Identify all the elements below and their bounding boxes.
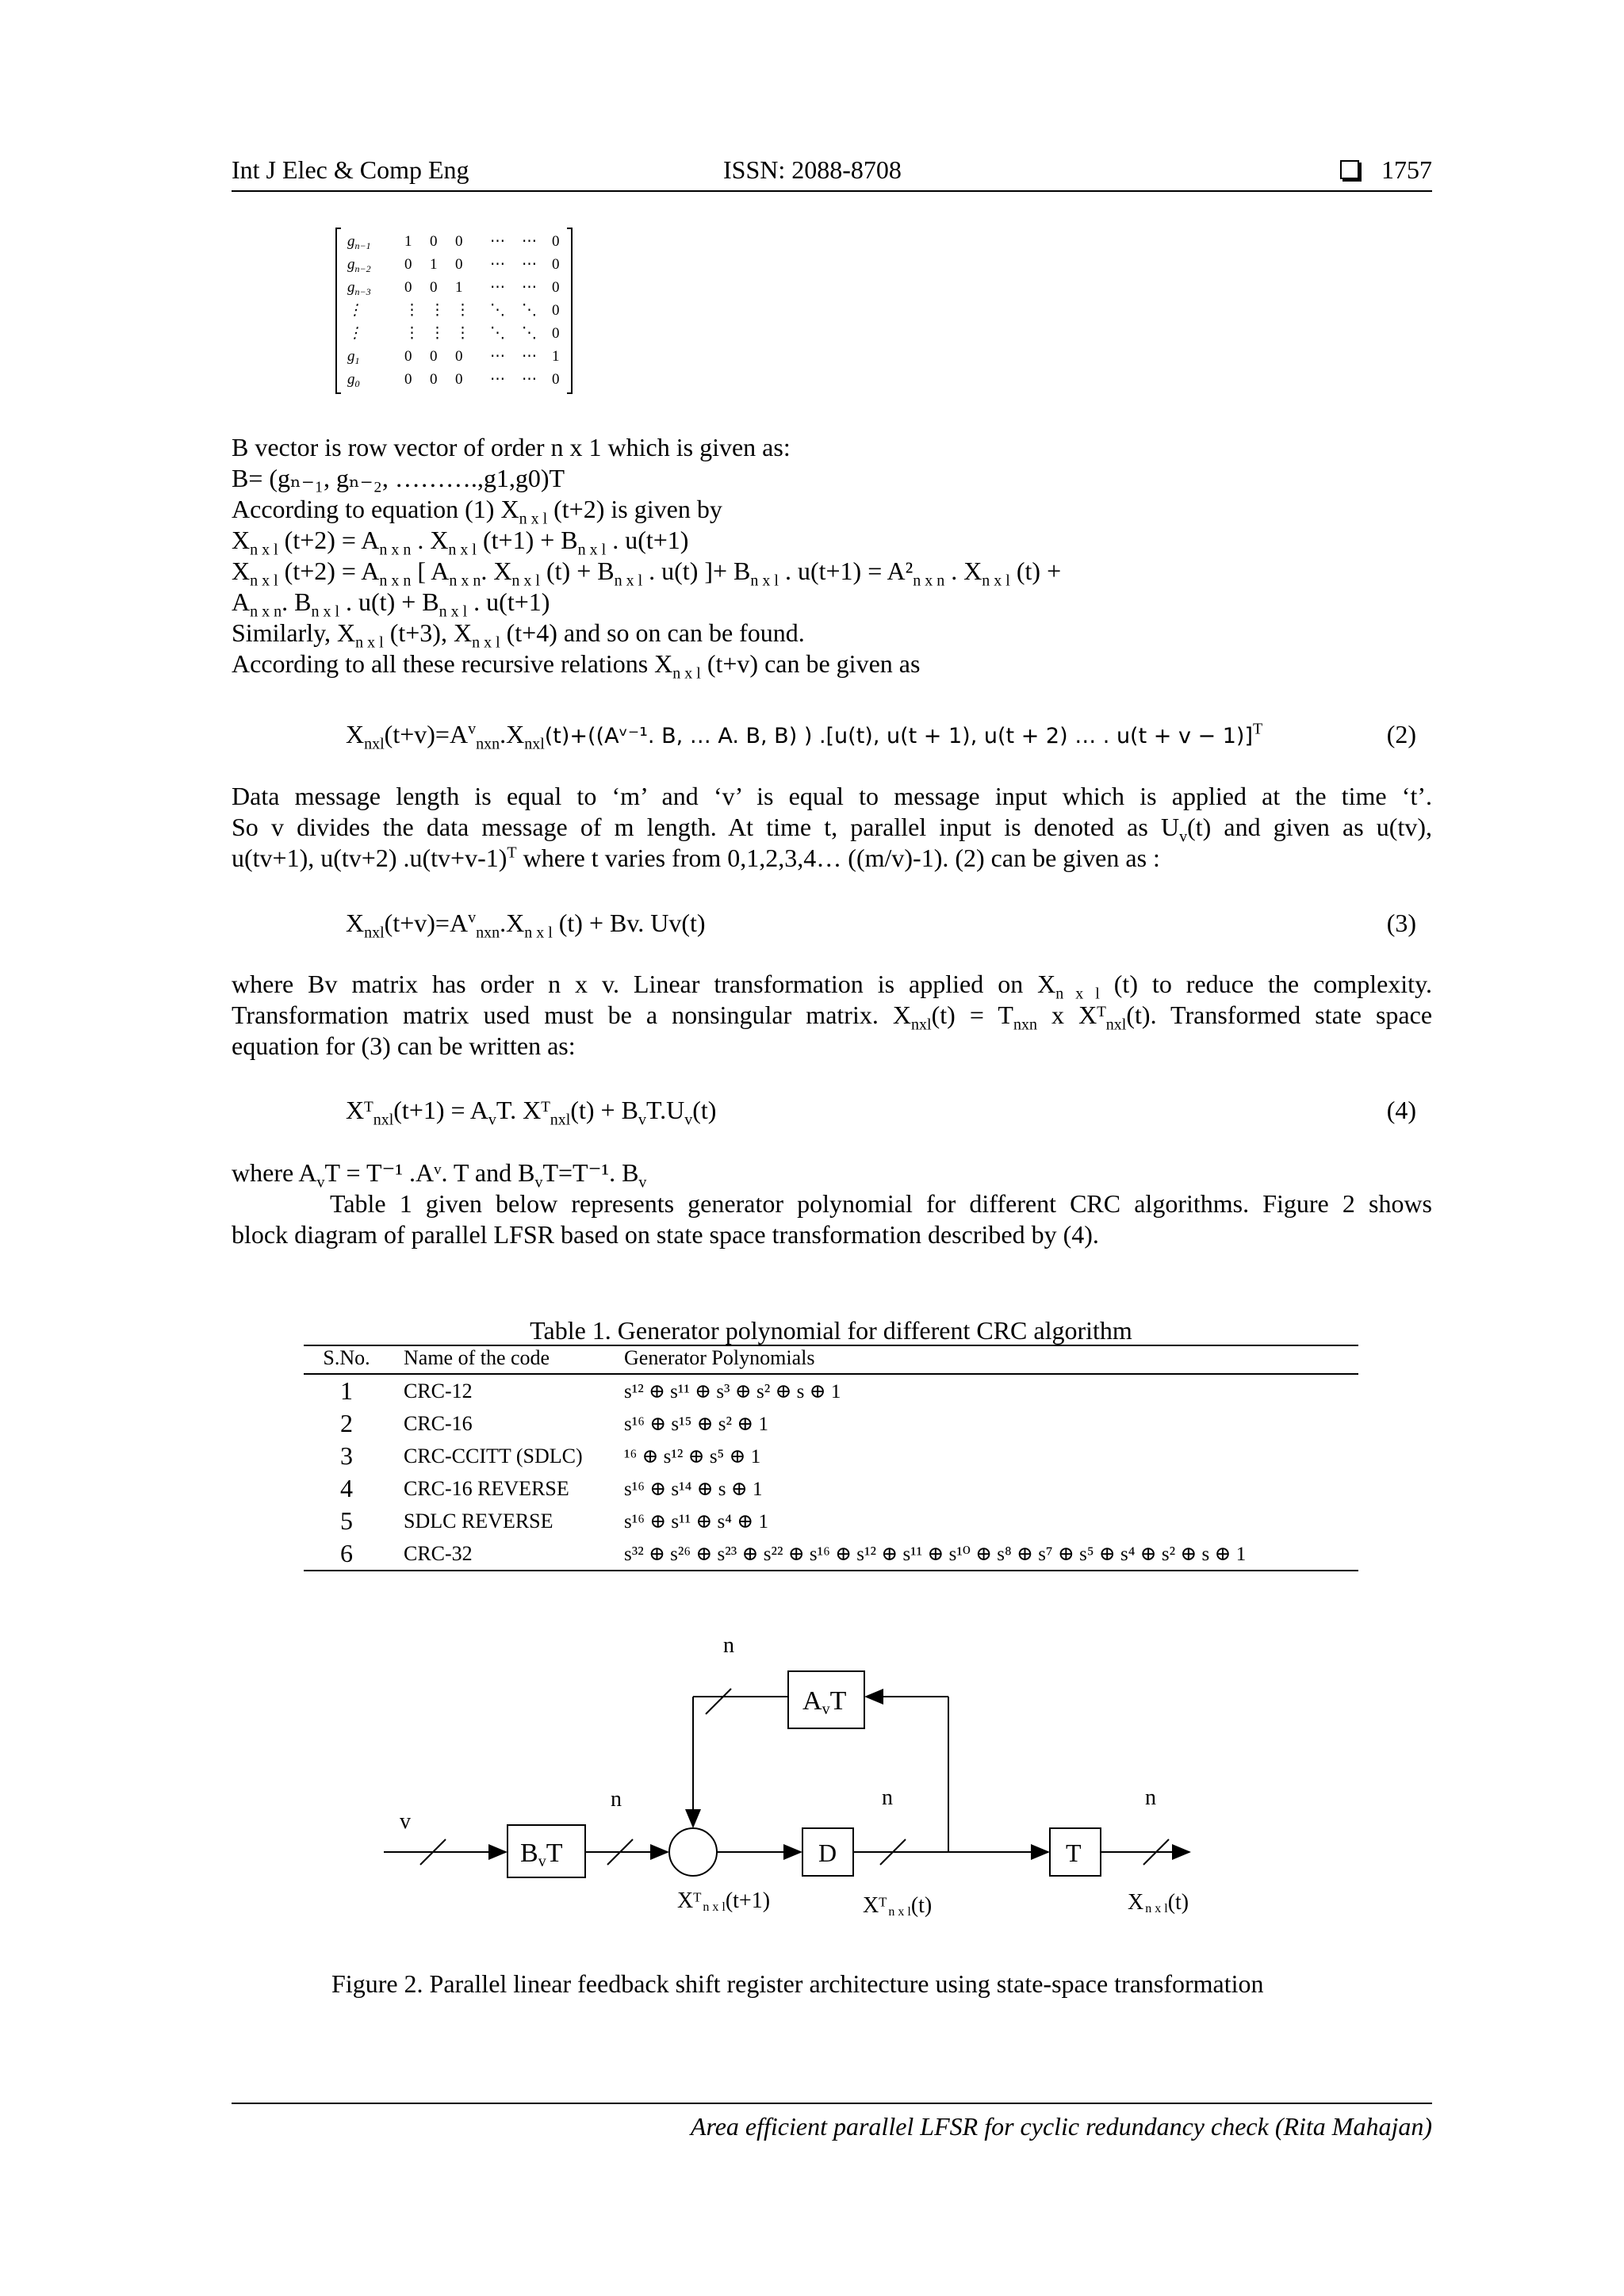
label-n-out: n	[1145, 1785, 1156, 1810]
table-row	[304, 1440, 1358, 1472]
text-line: Transformation matrix used must be a nonsingular matrix. $X_{nxl}(t) = T_{nxn}$ x Xᵀ$_{nxl}$(t). Transformed state space	[232, 1001, 1433, 1034]
bvt-label: BvT	[520, 1839, 563, 1870]
serial-number: 2	[340, 1409, 353, 1437]
matrix-cell: ⋱	[522, 325, 537, 342]
serial-number: 3	[340, 1441, 353, 1470]
equation-3: $X_{nxl}(t+v)=A^v_{nxn}.X_{n x l}$ (t) + Bv. Uv(t) (3)	[346, 909, 1416, 942]
label-n-top: n	[723, 1633, 734, 1658]
generator-polynomial: s¹⁶ ⊕ s¹⁵ ⊕ s² ⊕ 1	[624, 1413, 768, 1435]
code-name: CRC-CCITT (SDLC)	[404, 1444, 583, 1468]
matrix-cell: 0	[455, 233, 463, 250]
matrix-cell: $g_0$	[347, 371, 360, 389]
matrix-cell: ⋯	[522, 256, 537, 273]
matrix-cell: 0	[455, 348, 463, 365]
text-line: B vector is row vector of order n x 1 which is given as:	[232, 433, 791, 461]
matrix-cell: ⋯	[490, 256, 505, 273]
matrix-cell: ⋱	[522, 302, 537, 319]
table-header-row	[304, 1345, 1358, 1374]
issn: ISSN: 2088-8708	[723, 155, 902, 184]
matrix-cell: 1	[404, 233, 412, 250]
matrix-cell: 0	[430, 279, 438, 296]
equation-number: (4)	[1386, 1096, 1416, 1124]
matrix-cell: ⋯	[522, 371, 537, 388]
avt-block	[788, 1671, 864, 1728]
text-line: where $A_vT = T^{-1}$ .Aᵛ. T and $B_vT=T^{-1}$. $B_v$	[232, 1158, 647, 1192]
matrix-cell: ⋯	[522, 233, 537, 250]
matrix-cell: ⋯	[490, 279, 505, 296]
diagram-svg	[373, 1625, 1213, 1942]
text-line: According to equation (1) $X_{n x l}$ (t+2) is given by	[232, 495, 722, 528]
equation-line: $X_{n x l}$ $(t+2) = A_{n x n}$ . $X_{n x l}$ $(t+1) + B_{n x l}$ . u(t+1)	[232, 526, 689, 559]
generator-polynomial: s¹² ⊕ s¹¹ ⊕ s³ ⊕ s² ⊕ s ⊕ 1	[624, 1380, 841, 1402]
text-line: According to all these recursive relations $X_{n x l}$ (t+v) can be given as	[232, 649, 921, 683]
code-name: SDLC REVERSE	[404, 1509, 553, 1533]
text-line: u(tv+1), u(tv+2) $.u(tv+v-1)^T$ where t varies from 0,1,2,3,4… ((m/v)-1). (2) can be given as :	[232, 844, 1160, 872]
column-header: S.No.	[304, 1345, 389, 1374]
matrix-cell: 0	[552, 256, 560, 273]
serial-number: 6	[340, 1539, 353, 1567]
adder	[669, 1828, 717, 1876]
matrix-cell: ⋯	[490, 233, 505, 250]
label-n-d: n	[882, 1785, 893, 1810]
matrix-figure	[333, 225, 575, 396]
matrix-cell: 0	[404, 256, 412, 273]
serial-number: 4	[340, 1474, 353, 1502]
table-row	[304, 1407, 1358, 1440]
matrix-cell: ⋮	[430, 325, 445, 342]
code-name: CRC-12	[404, 1379, 473, 1402]
serial-number: 1	[340, 1376, 353, 1405]
serial-number: 5	[340, 1506, 353, 1535]
code-name: CRC-16 REVERSE	[404, 1476, 569, 1500]
running-footer: Area efficient parallel LFSR for cyclic redundancy check (Rita Mahajan)	[232, 2103, 1432, 2141]
table-row	[304, 1374, 1358, 1407]
code-name: CRC-32	[389, 1537, 624, 1571]
matrix-cell: 1	[430, 256, 438, 273]
matrix-cell: ⋮	[455, 302, 470, 319]
text-line: So v divides the data message of m length. At time t, parallel input is denoted as $U_v(t)$ and given as u(tv),	[232, 813, 1432, 846]
text-line: Data message length is equal to ‘m’ and ‘v’ is equal to message input which is applied at the time ‘t’.	[232, 782, 1432, 810]
label-xt-t: Xᵀ n x l(t)	[863, 1893, 933, 1919]
figure-caption: Figure 2. Parallel linear feedback shift register architecture using state-space transformation	[331, 1969, 1264, 1998]
matrix-cell: 0	[455, 256, 463, 273]
text-line: B= (gₙ₋₁, gₙ₋₂, ……….,g1,g0)T	[232, 464, 565, 492]
square-icon	[1340, 160, 1359, 179]
matrix-cell: ⋯	[522, 348, 537, 365]
text-line: block diagram of parallel LFSR based on state space transformation described by (4).	[232, 1220, 1099, 1249]
matrix-cell: 0	[404, 371, 412, 388]
matrix-cell: 0	[404, 279, 412, 296]
matrix-cell: $g_{n-1}$	[347, 233, 371, 251]
matrix-cell: $g_1$	[347, 348, 360, 366]
text-line: Table 1 given below represents generator polynomial for different CRC algorithms. Figure 2 shows	[330, 1189, 1432, 1218]
matrix-cell: 0	[552, 233, 560, 250]
generator-polynomial: ¹⁶ ⊕ s¹² ⊕ s⁵ ⊕ 1	[624, 1445, 761, 1468]
d-label: D	[818, 1839, 837, 1867]
generator-polynomial: s¹⁶ ⊕ s¹⁴ ⊕ s ⊕ 1	[624, 1478, 763, 1500]
crc-table	[304, 1345, 1358, 1571]
matrix-cell: 0	[404, 348, 412, 365]
text-line: Similarly, $X_{n x l}$ (t+3), $X_{n x l}$ (t+4) and so on can be found.	[232, 618, 805, 652]
matrix-cell: ⋮	[347, 302, 362, 319]
label-n-mid: n	[611, 1787, 622, 1812]
matrix-cell: ⋱	[490, 302, 505, 319]
t-label: T	[1066, 1839, 1082, 1867]
generator-polynomial: s³² ⊕ s²⁶ ⊕ s²³ ⊕ s²² ⊕ s¹⁶ ⊕ s¹² ⊕ s¹¹ ⊕ s¹⁰ ⊕ s⁸ ⊕ s⁷ ⊕ s⁵ ⊕ s⁴ ⊕ s² ⊕ s ⊕ 1	[624, 1537, 1358, 1571]
matrix-cell: 0	[552, 302, 560, 319]
equation-line: $A_{n x n}$. $B_{n x l}$ . $u(t) + B_{n x l}$ . u(t+1)	[232, 587, 550, 621]
equation-line: $X_{n x l}$ $(t+2) = A_{n x n}$ [ $A_{n x n}$. $X_{n x l}$ $(t) + B_{n x l}$ . u(t) ]+ $B_{n x l}$ . $u(t+1) = A^2_{n x n}$ . $X_{n x l}$ (t) +	[232, 557, 1062, 590]
matrix-cell: ⋮	[404, 325, 419, 342]
paragraph-parallel-input	[232, 781, 1432, 874]
matrix-cell: 0	[430, 348, 438, 365]
journal-name: Int J Elec & Comp Eng	[232, 155, 469, 184]
code-name: CRC-16	[404, 1411, 473, 1435]
matrix-cell: ⋮	[347, 325, 362, 342]
table-caption: Table 1. Generator polynomial for different CRC algorithm	[530, 1316, 1132, 1345]
matrix-cell: ⋯	[490, 348, 505, 365]
matrix-cell: ⋯	[490, 371, 505, 388]
running-header	[232, 155, 1432, 192]
label-v: v	[400, 1809, 411, 1834]
label-xt-t1: Xᵀ n x l(t+1)	[677, 1888, 771, 1914]
matrix-cell: 1	[552, 348, 560, 365]
matrix-cell: 0	[430, 233, 438, 250]
matrix-cell: 0	[552, 279, 560, 296]
paragraph-transformation	[232, 969, 1432, 1062]
table-row	[304, 1505, 1358, 1537]
text-line: equation for (3) can be written as:	[232, 1031, 576, 1060]
matrix-cell: 0	[552, 325, 560, 342]
bus-slash	[706, 1689, 731, 1714]
text-line: where Bv matrix has order n x v. Linear transformation is applied on $X_{n x l}$ (t) to reduce the complexity.	[232, 970, 1432, 1003]
table-row	[304, 1472, 1358, 1505]
equation-number: (2)	[1386, 720, 1416, 748]
avt-label: AvT	[802, 1686, 847, 1718]
equation-2: $X_{nxl}(t+v)=A^v_{nxn}.X_{nxl}(t)+((Aᵛ^{-1}$. B, … A. B, B) ) .[u(t), u(t + 1), u(t + 2) … . u(t + v − 1)]$^T$ (2)	[346, 720, 1416, 753]
column-header: Name of the code	[389, 1345, 624, 1374]
companion-matrix	[333, 225, 575, 396]
matrix-cell: ⋮	[455, 325, 470, 342]
matrix-cell: $g_{n-2}$	[347, 256, 371, 274]
label-x-t: Xn x l(t)	[1128, 1890, 1189, 1915]
matrix-cell: 1	[455, 279, 463, 296]
paragraph-table-intro	[232, 1158, 1432, 1250]
matrix-cell: 0	[552, 371, 560, 388]
matrix-cell: ⋮	[404, 302, 419, 319]
matrix-cell: $g_{n-3}$	[347, 279, 371, 297]
table-row	[304, 1537, 1358, 1571]
generator-polynomial: s¹⁶ ⊕ s¹¹ ⊕ s⁴ ⊕ 1	[624, 1510, 768, 1533]
matrix-cell: ⋯	[522, 279, 537, 296]
column-header: Generator Polynomials	[624, 1345, 1358, 1374]
matrix-cell: ⋮	[430, 302, 445, 319]
equation-number: (3)	[1386, 909, 1416, 937]
lfsr-block-diagram	[373, 1625, 1213, 1942]
equation-4: Xᵀ$_{nxl}$(t+1) = $A_vT$. Xᵀ$_{nxl}$(t) + $B_vT.U_v(t)$ (4)	[346, 1096, 1416, 1129]
matrix-cell: 0	[430, 371, 438, 388]
paragraph-state-recursion	[232, 432, 1432, 683]
matrix-cell: 0	[455, 371, 463, 388]
matrix-cell: ⋱	[490, 325, 505, 342]
page-number: 1757	[1381, 155, 1432, 184]
